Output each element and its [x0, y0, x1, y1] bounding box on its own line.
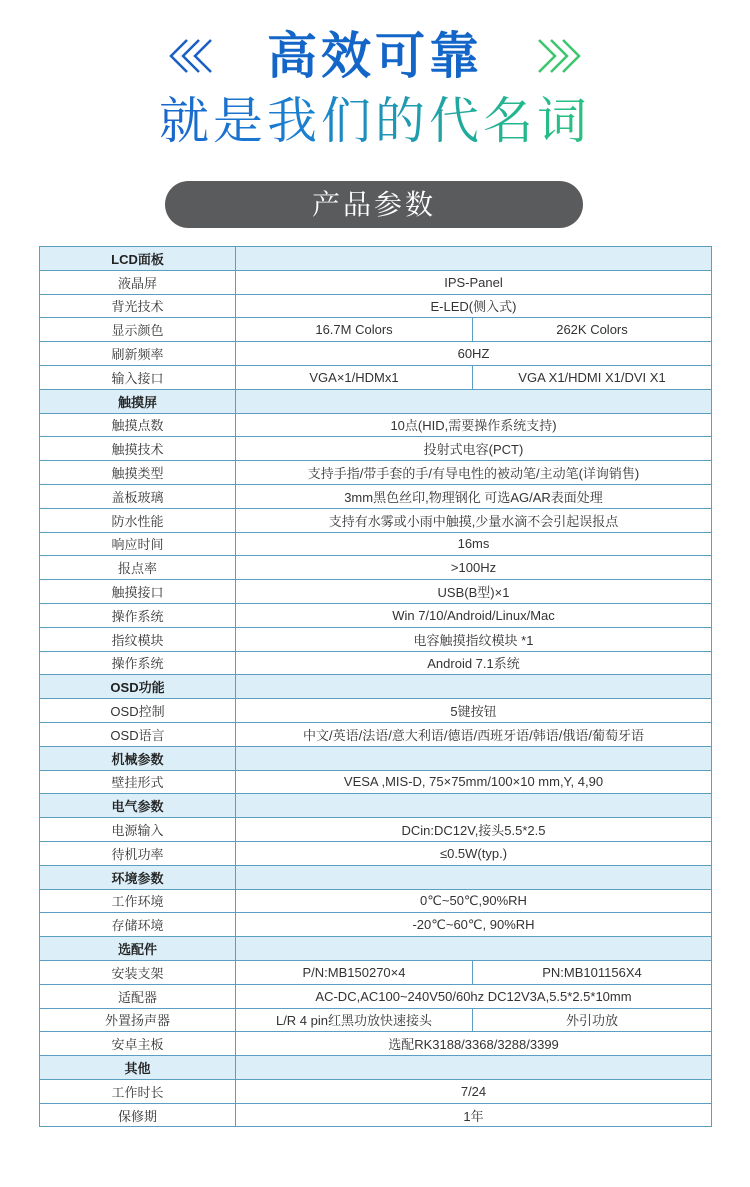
- row-value: 60HZ: [236, 342, 712, 366]
- row-value: 3mm黑色丝印,物理钢化 可选AG/AR表面处理: [236, 484, 712, 508]
- section-header-row: [40, 247, 712, 271]
- row-label: 液晶屏: [40, 270, 236, 294]
- row-value: 电容触摸指纹模块 *1: [236, 627, 712, 651]
- row-label: 防水性能: [40, 508, 236, 532]
- row-value: 选配RK3188/3368/3288/3399: [236, 1032, 712, 1056]
- section-header-filler: [236, 865, 712, 889]
- row-label: 安装支架: [40, 960, 236, 984]
- table-row: [40, 770, 712, 794]
- double-chevron-right-icon: [529, 36, 585, 76]
- hero-title: 高效可靠: [267, 28, 483, 84]
- table-row: [40, 437, 712, 461]
- section-header-row: [40, 675, 712, 699]
- section-header-label: OSD功能: [40, 675, 236, 699]
- row-value: 16.7M Colors: [236, 318, 473, 342]
- row-label: 存储环境: [40, 913, 236, 937]
- table-row: [40, 318, 712, 342]
- section-header-filler: [236, 1056, 712, 1080]
- section-header-label: 环境参数: [40, 865, 236, 889]
- section-header-filler: [236, 746, 712, 770]
- table-row: [40, 1032, 712, 1056]
- section-header-label: LCD面板: [40, 247, 236, 271]
- row-value: 1年: [236, 1103, 712, 1127]
- table-row: [40, 1079, 712, 1103]
- row-value: 262K Colors: [473, 318, 712, 342]
- row-value: L/R 4 pin红黑功放快速接头: [236, 1008, 473, 1032]
- row-value: VGA X1/HDMI X1/DVI X1: [473, 365, 712, 389]
- row-label: 触摸类型: [40, 461, 236, 485]
- row-label: 盖板玻璃: [40, 484, 236, 508]
- section-header-filler: [236, 389, 712, 413]
- row-label: 触摸技术: [40, 437, 236, 461]
- table-row: [40, 960, 712, 984]
- row-value: 中文/英语/法语/意大利语/德语/西班牙语/韩语/俄语/葡萄牙语: [236, 722, 712, 746]
- section-header-row: [40, 794, 712, 818]
- section-header-label: 电气参数: [40, 794, 236, 818]
- row-value: AC-DC,AC100~240V50/60hz DC12V3A,5.5*2.5*10mm: [236, 984, 712, 1008]
- row-label: 响应时间: [40, 532, 236, 556]
- row-label: 输入接口: [40, 365, 236, 389]
- row-value: 支持有水雾或小雨中触摸,少量水滴不会引起误报点: [236, 508, 712, 532]
- row-label: 刷新频率: [40, 342, 236, 366]
- row-value: PN:MB101156X4: [473, 960, 712, 984]
- row-label: 操作系统: [40, 651, 236, 675]
- section-header-label: 触摸屏: [40, 389, 236, 413]
- row-label: 触摸接口: [40, 580, 236, 604]
- table-row: [40, 627, 712, 651]
- row-label: 安卓主板: [40, 1032, 236, 1056]
- table-row: [40, 580, 712, 604]
- row-label: 触摸点数: [40, 413, 236, 437]
- row-label: 外置扬声器: [40, 1008, 236, 1032]
- section-header-row: [40, 865, 712, 889]
- table-row: [40, 699, 712, 723]
- row-value: >100Hz: [236, 556, 712, 580]
- table-row: [40, 984, 712, 1008]
- row-value: 5键按钮: [236, 699, 712, 723]
- section-header-filler: [236, 675, 712, 699]
- section-header-row: [40, 1056, 712, 1080]
- row-value: P/N:MB150270×4: [236, 960, 473, 984]
- row-label: 壁挂形式: [40, 770, 236, 794]
- row-label: OSD控制: [40, 699, 236, 723]
- section-header-row: [40, 746, 712, 770]
- section-header-label: 其他: [40, 1056, 236, 1080]
- row-label: 保修期: [40, 1103, 236, 1127]
- section-header-filler: [236, 794, 712, 818]
- row-label: 操作系统: [40, 603, 236, 627]
- row-value: E-LED(侧入式): [236, 294, 712, 318]
- row-value: VESA ,MIS-D, 75×75mm/100×10 mm,Y, 4,90: [236, 770, 712, 794]
- table-row: [40, 603, 712, 627]
- row-value: DCin:DC12V,接头5.5*2.5: [236, 818, 712, 842]
- table-row: [40, 413, 712, 437]
- table-row: [40, 294, 712, 318]
- section-title-pill: 产品参数: [165, 181, 583, 228]
- row-label: 背光技术: [40, 294, 236, 318]
- row-label: OSD语言: [40, 722, 236, 746]
- table-row: [40, 913, 712, 937]
- table-row: [40, 1103, 712, 1127]
- table-row: [40, 722, 712, 746]
- row-value: 10点(HID,需要操作系统支持): [236, 413, 712, 437]
- row-label: 工作环境: [40, 889, 236, 913]
- section-header-filler: [236, 247, 712, 271]
- row-value: -20℃~60℃, 90%RH: [236, 913, 712, 937]
- table-row: [40, 818, 712, 842]
- row-label: 报点率: [40, 556, 236, 580]
- table-row: [40, 270, 712, 294]
- row-label: 电源输入: [40, 818, 236, 842]
- row-label: 待机功率: [40, 841, 236, 865]
- row-value: ≤0.5W(typ.): [236, 841, 712, 865]
- row-value: 投射式电容(PCT): [236, 437, 712, 461]
- section-header-label: 机械参数: [40, 746, 236, 770]
- row-label: 工作时长: [40, 1079, 236, 1103]
- row-label: 适配器: [40, 984, 236, 1008]
- hero-title-bar: [0, 24, 750, 88]
- table-row: [40, 651, 712, 675]
- section-header-label: 选配件: [40, 937, 236, 961]
- spec-table: [39, 246, 712, 1127]
- table-row: [40, 484, 712, 508]
- table-row: [40, 508, 712, 532]
- row-label: 显示颜色: [40, 318, 236, 342]
- table-row: [40, 841, 712, 865]
- table-row: [40, 342, 712, 366]
- table-row: [40, 1008, 712, 1032]
- row-value: 支持手指/带手套的手/有导电性的被动笔/主动笔(详询销售): [236, 461, 712, 485]
- row-value: IPS-Panel: [236, 270, 712, 294]
- hero-subtitle: 就是我们的代名词: [0, 88, 750, 154]
- section-header-row: [40, 389, 712, 413]
- table-row: [40, 556, 712, 580]
- table-row: [40, 532, 712, 556]
- table-row: [40, 889, 712, 913]
- row-value: 0℃~50℃,90%RH: [236, 889, 712, 913]
- row-value: Android 7.1系统: [236, 651, 712, 675]
- table-row: [40, 365, 712, 389]
- double-chevron-left-icon: [165, 36, 221, 76]
- row-value: USB(B型)×1: [236, 580, 712, 604]
- table-row: [40, 461, 712, 485]
- section-header-filler: [236, 937, 712, 961]
- row-value: 7/24: [236, 1079, 712, 1103]
- row-value: VGA×1/HDMx1: [236, 365, 473, 389]
- row-label: 指纹模块: [40, 627, 236, 651]
- section-header-row: [40, 937, 712, 961]
- row-value: 外引功放: [473, 1008, 712, 1032]
- row-value: Win 7/10/Android/Linux/Mac: [236, 603, 712, 627]
- row-value: 16ms: [236, 532, 712, 556]
